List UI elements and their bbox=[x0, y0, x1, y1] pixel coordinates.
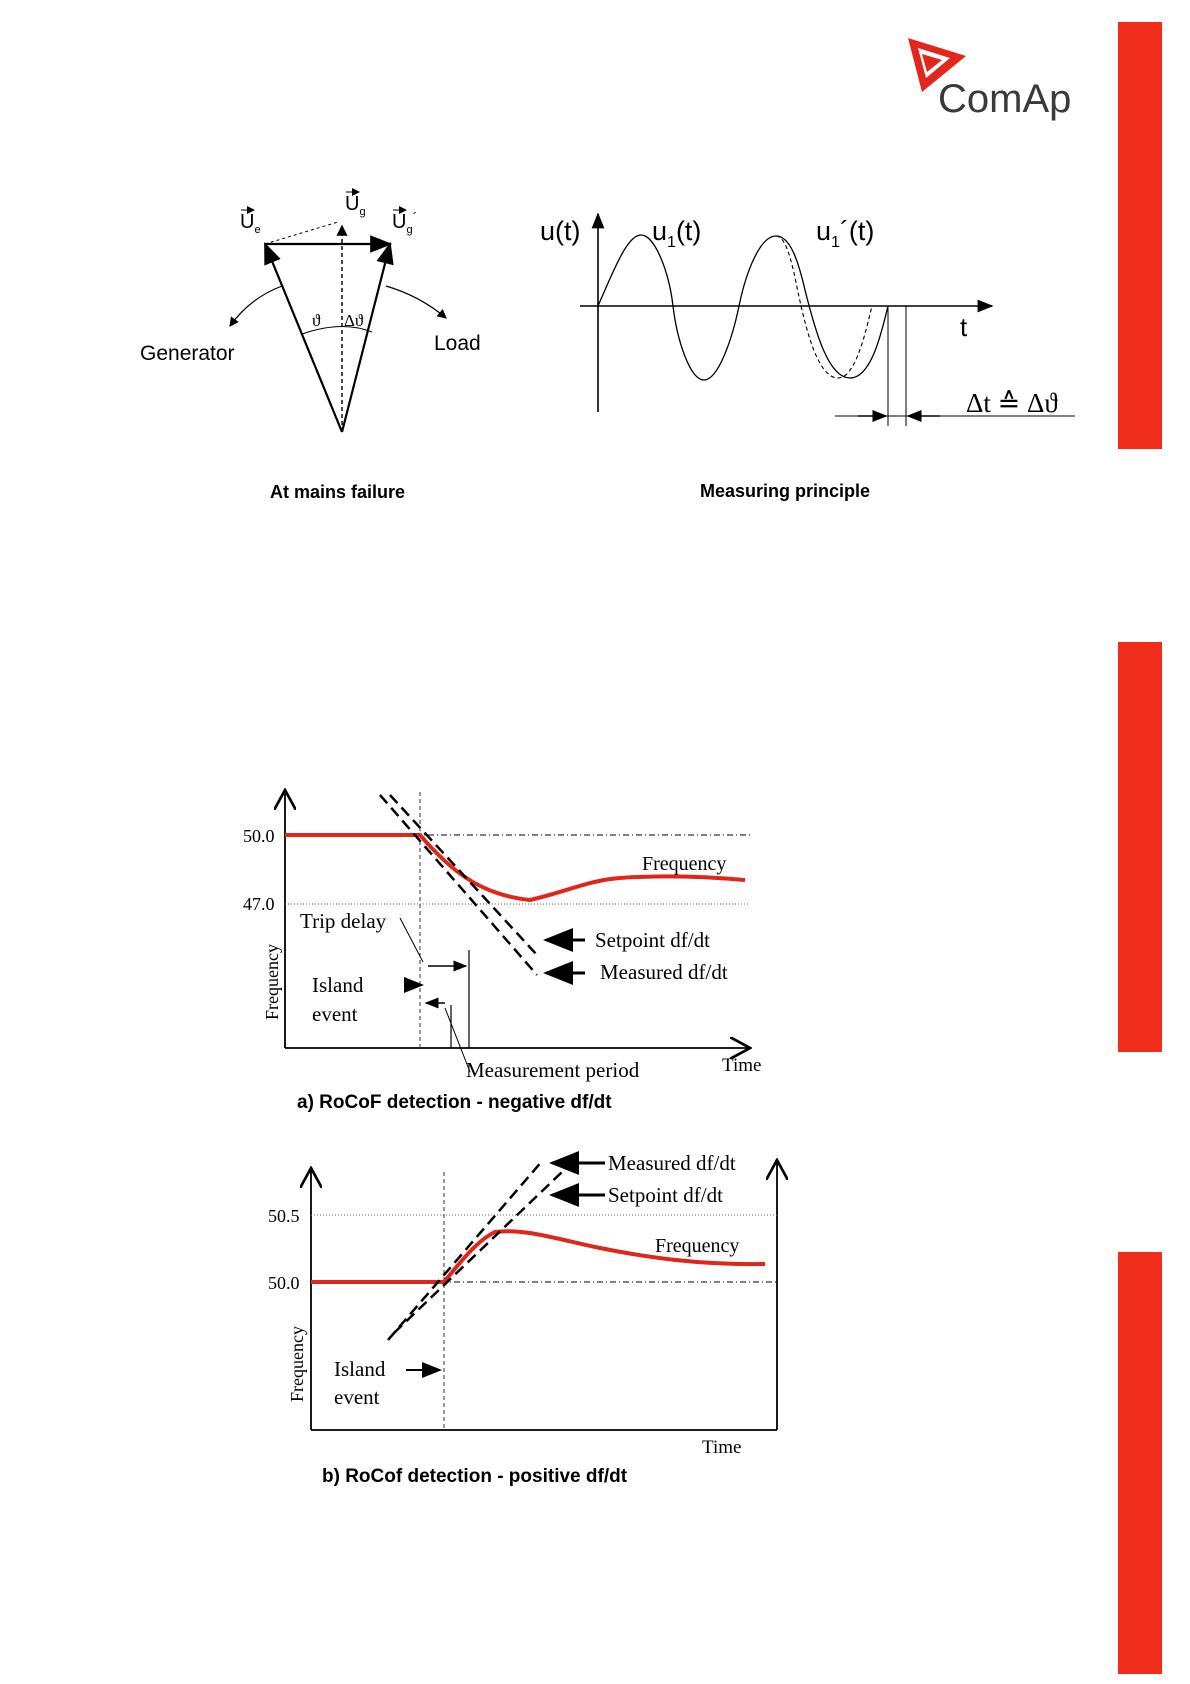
phasor-dashed bbox=[265, 222, 338, 244]
generator-label: Generator bbox=[140, 342, 235, 365]
setpoint-dfdt-line bbox=[394, 1172, 562, 1333]
setpoint-dfdt-line bbox=[390, 795, 537, 955]
x-axis-label: Time bbox=[702, 1437, 742, 1458]
tick-50-5: 50.5 bbox=[268, 1206, 300, 1226]
island-label-line1: Island bbox=[334, 1357, 386, 1381]
ug-prime-vector bbox=[342, 244, 390, 432]
setpoint-label: Setpoint df/dt bbox=[608, 1183, 723, 1207]
figure-phasor-and-waveform bbox=[0, 180, 1100, 510]
caption-at-mains-failure: At mains failure bbox=[270, 482, 406, 502]
wave-t-label: t bbox=[960, 312, 968, 342]
caption-positive: b) RoCof detection - positive df/dt bbox=[322, 1466, 628, 1487]
logo-text: ComAp bbox=[938, 77, 1072, 121]
measured-label: Measured df/dt bbox=[600, 960, 728, 984]
dt-equals-dtheta-label: Δt ≙ Δϑ bbox=[966, 388, 1058, 418]
tick-50-0: 50.0 bbox=[243, 826, 275, 846]
wave-u1-prime bbox=[776, 236, 872, 378]
wave-ylabel: u(t) bbox=[540, 216, 581, 246]
y-axis-label: Frequency bbox=[262, 944, 282, 1020]
y-axis-label: Frequency bbox=[287, 1326, 307, 1402]
setpoint-label: Setpoint df/dt bbox=[595, 928, 710, 952]
generator-arrow bbox=[230, 286, 282, 326]
load-arrow bbox=[386, 286, 446, 318]
trip-delay-label: Trip delay bbox=[300, 909, 387, 933]
u1-label: $u_1(t)$ bbox=[652, 216, 702, 251]
frequency-label: Frequency bbox=[642, 853, 727, 875]
frequency-label: Frequency bbox=[655, 1235, 740, 1257]
tick-50-0: 50.0 bbox=[268, 1273, 300, 1293]
measured-label: Measured df/dt bbox=[608, 1151, 736, 1175]
comap-logo bbox=[904, 34, 1084, 124]
u1-prime-label: $u_1´(t)$ bbox=[816, 216, 875, 251]
phasor-diagram bbox=[140, 192, 481, 432]
x-axis-label: Time bbox=[722, 1055, 762, 1076]
figure-rocof-positive bbox=[0, 1140, 1100, 1490]
wave-u1 bbox=[598, 235, 888, 380]
delta-theta-label: Δϑ bbox=[344, 311, 364, 330]
ue-vector bbox=[265, 244, 342, 432]
measured-dfdt-line bbox=[388, 1160, 543, 1340]
measurement-period-label: Measurement period bbox=[466, 1058, 640, 1082]
caption-measuring-principle: Measuring principle bbox=[700, 481, 871, 501]
ue-label: $U_e$ bbox=[240, 211, 261, 236]
caption-negative: a) RoCoF detection - negative df/dt bbox=[297, 1092, 612, 1113]
side-bar-bottom bbox=[1118, 1252, 1162, 1674]
load-label: Load bbox=[434, 332, 481, 355]
figure-rocof-negative bbox=[0, 780, 1100, 1120]
tick-47-0: 47.0 bbox=[243, 894, 275, 914]
island-label-line2: event bbox=[312, 1002, 358, 1026]
side-bar-top bbox=[1118, 22, 1162, 449]
measured-dfdt-line bbox=[380, 795, 537, 975]
ug-prime-label: $U_g^´$ bbox=[392, 209, 418, 236]
island-label-line1: Island bbox=[312, 973, 364, 997]
island-label-line2: event bbox=[334, 1385, 380, 1409]
ug-label: $U_g$ bbox=[345, 193, 366, 218]
theta-label: ϑ bbox=[312, 311, 321, 330]
side-bar-middle bbox=[1118, 642, 1162, 1052]
waveform-diagram bbox=[540, 214, 1075, 426]
